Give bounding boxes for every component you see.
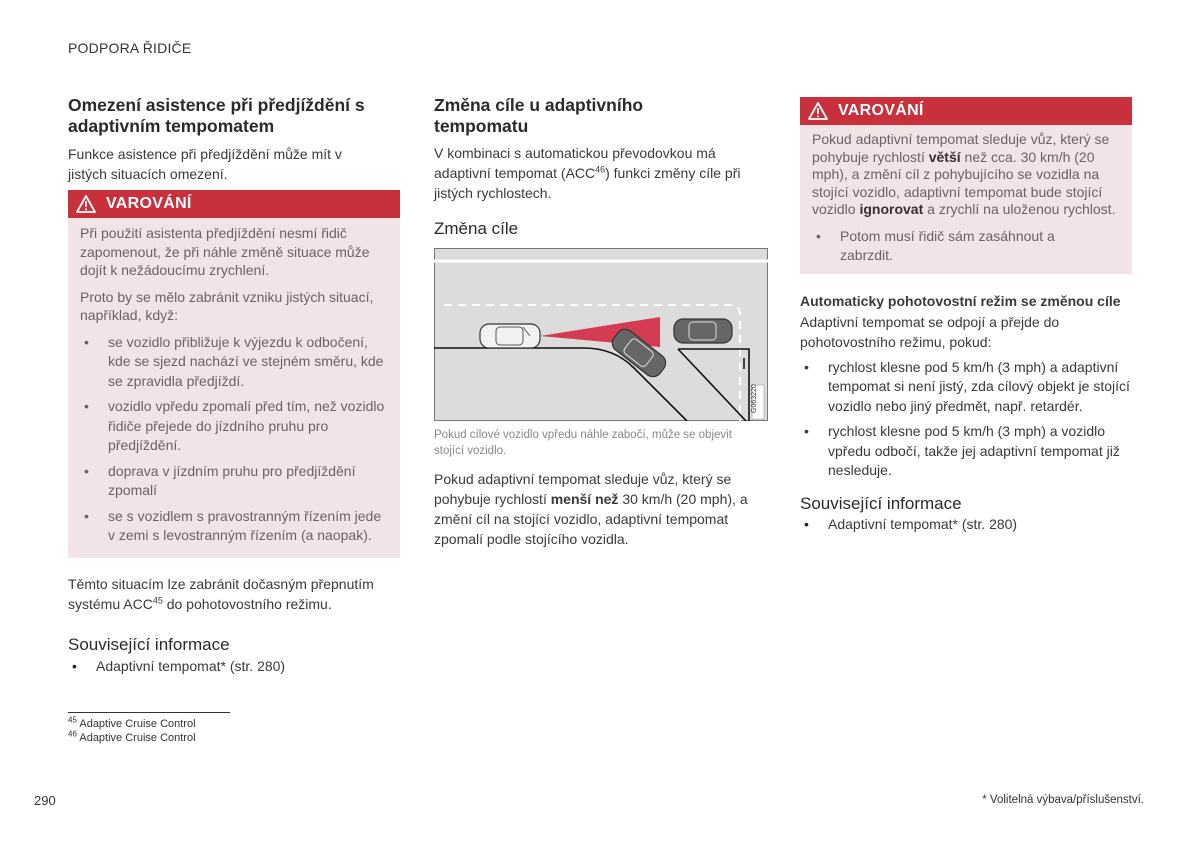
bullet: • xyxy=(816,227,821,244)
text-run: Pokud adaptivní tempomat sleduje vůz, který se pohybuje rychlostí xyxy=(434,471,732,507)
footnote-text: Adaptive Cruise Control xyxy=(79,718,196,730)
bullet: • xyxy=(84,333,89,350)
footnote-text: Adaptive Cruise Control xyxy=(79,732,196,744)
list-item xyxy=(800,422,1132,481)
bullet: • xyxy=(804,423,809,439)
running-header: PODPORA ŘIDIČE xyxy=(68,40,192,56)
related-link-item[interactable] xyxy=(800,515,1132,535)
stationary-car xyxy=(674,319,732,343)
subsection-title: Změna cíle xyxy=(434,219,519,238)
warning-body xyxy=(68,218,400,558)
related-list xyxy=(68,657,400,677)
target-change-figure xyxy=(434,248,768,421)
warning-triangle-icon xyxy=(808,102,828,120)
text-run: než cca. 30 km/h (20 mph), a změní cíl z pohybujícího se vozidla na stojící vozidlo, adaptivní tempomat bude stojící vozidlo xyxy=(812,148,1103,217)
bold-text: ignorovat xyxy=(859,201,924,217)
warning-box xyxy=(68,190,400,558)
section-title: Omezení asistence při předjíždění s adaptivním tempomatem xyxy=(68,95,365,136)
related-info-title: Související informace xyxy=(800,493,962,513)
warning-body xyxy=(800,125,1132,274)
footnote xyxy=(68,717,230,731)
list-item xyxy=(80,462,388,501)
text-run: Těmto situacím lze zabránit dočasným přepnutím systému ACC xyxy=(68,575,374,612)
list-item-text: rychlost klesne pod 5 km/h (3 mph) a vozidlo vpředu odbočí, takže jej adaptivní tempomat již nesleduje. xyxy=(828,423,1120,478)
road-diagram xyxy=(434,248,768,421)
list-item-text: doprava v jízdním pruhu pro předjíždění zpomalí xyxy=(108,462,356,498)
related-info-title: Související informace xyxy=(68,634,230,654)
related-list xyxy=(800,515,1132,535)
related-link[interactable]: Adaptivní tempomat* (str. 280) xyxy=(96,657,286,674)
text-run: do pohotovostního režimu. xyxy=(162,595,332,612)
warning-triangle-icon xyxy=(76,195,96,213)
related-link-item[interactable] xyxy=(68,657,400,677)
list-item-text: Potom musí řidič sám zasáhnout a zabrzdit. xyxy=(840,227,1055,263)
related-link[interactable]: Adaptivní tempomat* (str. 280) xyxy=(828,515,1018,532)
warning-list xyxy=(80,333,388,546)
figure-code: G063220 xyxy=(751,384,758,413)
list-item xyxy=(800,358,1132,417)
standby-conditions-list xyxy=(800,358,1132,481)
bullet: • xyxy=(84,398,89,414)
subsection-title: Automaticky pohotovostní režim se změnou cíle xyxy=(800,292,1121,309)
list-item-text: rychlost klesne pod 5 km/h (3 mph) a adaptivní tempomat si není jistý, zda cílový objekt je stojící vozidlo nebo jiný předmět, např. retardér. xyxy=(828,358,1130,414)
warning-list xyxy=(812,227,1120,266)
list-item xyxy=(80,397,388,456)
own-car xyxy=(480,324,540,348)
intro-text xyxy=(434,143,759,203)
text-run: 30 km/h (20 mph), a změní cíl na stojící vozidlo, adaptivní tempomat zpomalí podle stojícího vozidla. xyxy=(434,491,748,547)
body-paragraph xyxy=(434,469,764,549)
warning-paragraph: Při použití asistenta předjíždění nesmí řidič zapomenout, že při náhle změně situace může dojít k nežádoucímu zrychlení. xyxy=(80,225,370,278)
footnote-number: 45 xyxy=(68,715,77,725)
text-run: ) funkci změny cíle při jistých rychlostech. xyxy=(434,165,741,201)
text-run: a zrychlí na uloženou rychlost. xyxy=(923,201,1116,217)
warning-label: VAROVÁNÍ xyxy=(106,195,192,212)
text-run: V kombinaci s automatickou převodovkou má adaptivní tempomat (ACC xyxy=(434,145,716,181)
page-number: 290 xyxy=(34,793,56,808)
column-warning-standby xyxy=(800,97,1132,534)
bullet: • xyxy=(804,358,809,375)
list-item-text: se vozidlo přibližuje k výjezdu k odbočení, kde se sjezd nachází ve stejném směru, kde se zpravidla předjíždí. xyxy=(108,333,384,389)
standby-paragraph xyxy=(68,574,400,614)
bold-text: menší než xyxy=(550,491,619,507)
intro-text: Funkce asistence při předjíždění může mít v jistých situacích omezení. xyxy=(68,146,342,182)
bullet: • xyxy=(804,515,809,532)
warning-paragraph xyxy=(812,131,1120,219)
bullet: • xyxy=(72,657,77,674)
list-item-text: se s vozidlem s pravostranným řízením jede v zemi s levostranným řízením (a naopak). xyxy=(108,507,382,543)
section-title: Změna cíle u adaptivního tempomatu xyxy=(434,95,644,136)
warning-label: VAROVÁNÍ xyxy=(838,102,924,119)
bullet: • xyxy=(84,507,89,524)
intro-text: Adaptivní tempomat se odpojí a přejde do pohotovostního režimu, pokud: xyxy=(800,313,1060,350)
figure-caption: Pokud cílové vozidlo vpředu náhle zabočí, může se objevit stojící vozidlo. xyxy=(434,429,732,457)
column-overtaking-limits xyxy=(68,95,400,676)
warning-paragraph: Proto by se mělo zabránit vzniku jistých situací, například, když: xyxy=(80,288,374,323)
list-item xyxy=(80,333,388,392)
footnote-ref[interactable]: 45 xyxy=(152,594,163,605)
column-target-change xyxy=(434,95,768,549)
warning-header xyxy=(800,97,1132,125)
footer-note: * Volitelná výbava/příslušenství. xyxy=(982,794,1144,806)
footnote-ref[interactable]: 46 xyxy=(595,164,606,175)
bullet: • xyxy=(84,462,89,479)
list-item xyxy=(80,507,388,546)
list-item xyxy=(812,227,1070,266)
footnote-number: 46 xyxy=(68,729,77,739)
footnote xyxy=(68,731,230,745)
list-item-text: vozidlo vpředu zpomalí před tím, než vozidlo řidiče přejede do jízdního pruhu pro předjíždění. xyxy=(108,398,385,453)
footnotes xyxy=(68,712,230,745)
warning-header xyxy=(68,190,400,218)
bold-text: větší xyxy=(928,148,961,165)
warning-box xyxy=(800,97,1132,274)
text-run: Pokud adaptivní tempomat sleduje vůz, který se pohybuje rychlostí xyxy=(812,131,1110,165)
